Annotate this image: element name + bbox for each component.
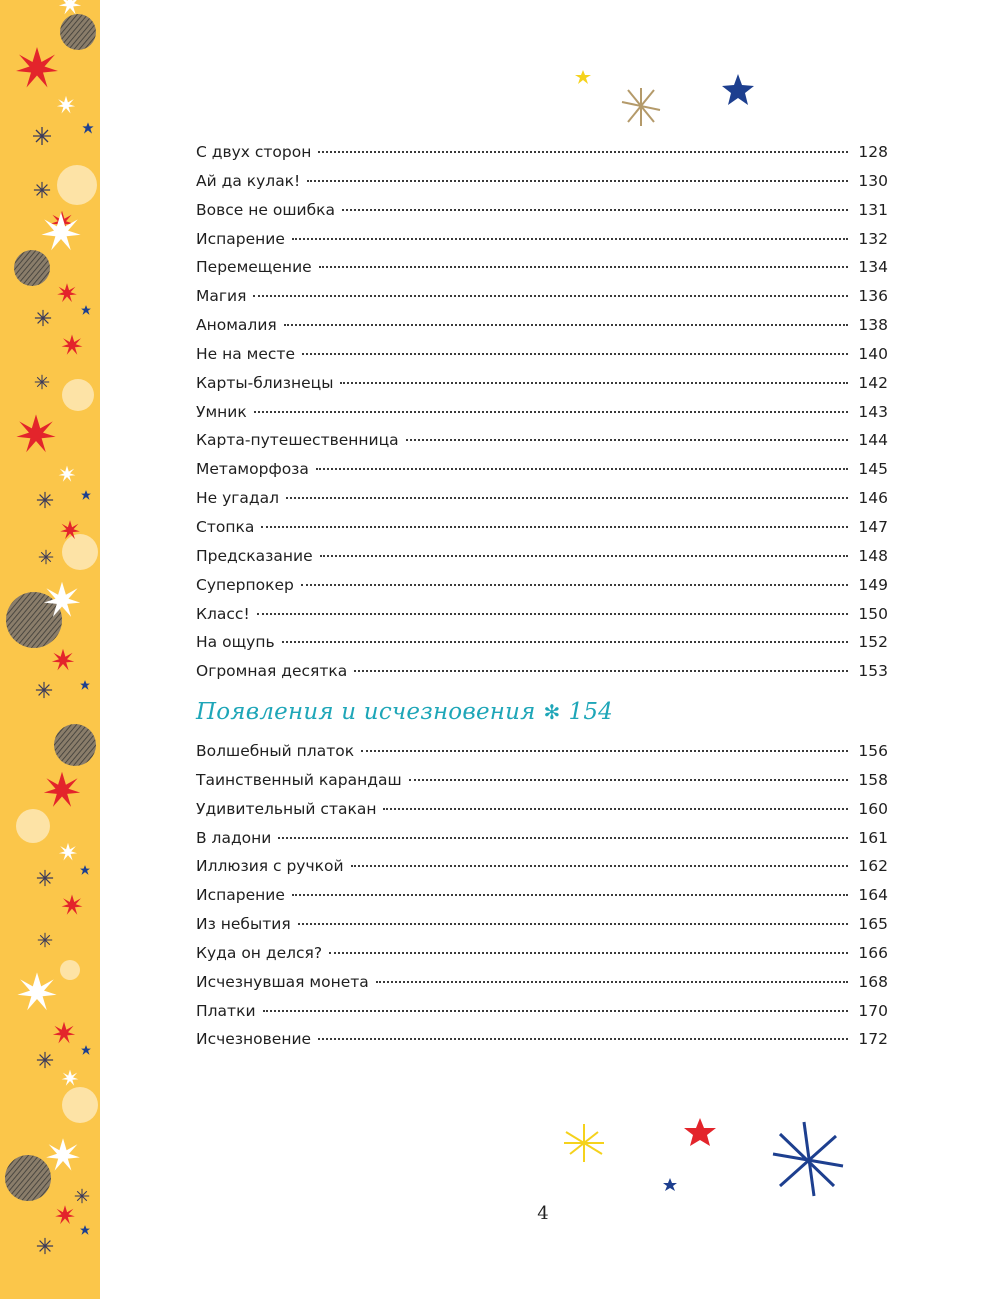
- toc-entry[interactable]: [196, 737, 888, 766]
- dot-leader: [318, 1037, 848, 1040]
- bottom-star-decoration: [558, 1112, 848, 1198]
- entry-title: Метаморфоза: [196, 460, 309, 479]
- toc-entry[interactable]: [196, 542, 888, 571]
- entry-page-number: 150: [858, 604, 888, 623]
- dot-leader: [319, 265, 849, 268]
- entry-title: Предсказание: [196, 546, 313, 565]
- entry-page-number: 166: [858, 943, 888, 962]
- entry-title: Аномалия: [196, 316, 277, 335]
- toc-entry[interactable]: [196, 571, 888, 600]
- entry-title: Иллюзия с ручкой: [196, 857, 344, 876]
- entry-page-number: 138: [858, 316, 888, 335]
- dot-leader: [361, 749, 848, 752]
- dot-leader: [284, 323, 849, 326]
- entry-page-number: 134: [858, 258, 888, 277]
- dot-leader: [254, 410, 849, 413]
- entry-title: С двух сторон: [196, 143, 312, 161]
- dot-leader: [302, 352, 848, 355]
- table-of-contents-upper: [196, 138, 888, 686]
- toc-entry[interactable]: [196, 398, 888, 427]
- toc-entry[interactable]: [196, 824, 888, 853]
- entry-page-number: 149: [858, 575, 888, 594]
- entry-title: Не угадал: [196, 489, 280, 508]
- entry-page-number: 144: [858, 431, 888, 450]
- dot-leader: [292, 893, 849, 896]
- toc-entry[interactable]: [196, 968, 888, 997]
- yellow-sparkle-icon: [564, 1124, 604, 1162]
- entry-page-number: 147: [858, 517, 888, 536]
- entry-page-number: 128: [858, 143, 888, 161]
- dot-leader: [383, 807, 848, 810]
- entry-page-number: 146: [858, 489, 888, 508]
- entry-page-number: 170: [858, 1001, 888, 1020]
- entry-title: Куда он делся?: [196, 943, 323, 962]
- dot-leader: [316, 467, 848, 470]
- dot-leader: [342, 208, 848, 211]
- decorative-side-strip: [0, 0, 100, 1299]
- red-star-icon: [684, 1118, 716, 1146]
- entry-page-number: 162: [858, 857, 888, 876]
- entry-page-number: 164: [858, 886, 888, 905]
- entry-title: В ладони: [196, 828, 272, 847]
- toc-entry[interactable]: [196, 852, 888, 881]
- entry-page-number: 153: [858, 662, 888, 681]
- entry-page-number: 156: [858, 742, 888, 760]
- entry-title: Исчезновение: [196, 1030, 312, 1049]
- toc-entry[interactable]: [196, 167, 888, 196]
- entry-page-number: 136: [858, 287, 888, 306]
- dot-leader: [263, 1009, 849, 1012]
- entry-title: Из небытия: [196, 915, 291, 934]
- star-pattern: [0, 0, 100, 1299]
- entry-title: Таинственный карандаш: [196, 770, 402, 789]
- dot-leader: [318, 150, 848, 153]
- top-star-decoration: [570, 66, 770, 132]
- table-of-contents-lower: [196, 737, 888, 1054]
- entry-page-number: 148: [858, 546, 888, 565]
- toc-entry[interactable]: [196, 311, 888, 340]
- dot-leader: [298, 922, 849, 925]
- entry-title: Не на месте: [196, 344, 295, 363]
- entry-title: Ай да кулак!: [196, 171, 301, 190]
- toc-entry[interactable]: [196, 997, 888, 1026]
- toc-entry[interactable]: [196, 657, 888, 686]
- section-page: 154: [568, 699, 614, 725]
- blue-star-icon: [722, 74, 754, 105]
- toc-entry[interactable]: [196, 455, 888, 484]
- entry-page-number: 160: [858, 799, 888, 818]
- entry-page-number: 161: [858, 828, 888, 847]
- entry-page-number: 143: [858, 402, 888, 421]
- entry-page-number: 145: [858, 460, 888, 479]
- dot-leader: [253, 294, 848, 297]
- dot-leader: [406, 438, 849, 441]
- toc-entry[interactable]: [196, 600, 888, 629]
- entry-title: Класс!: [196, 604, 250, 623]
- dot-leader: [257, 612, 849, 615]
- toc-entry[interactable]: [196, 484, 888, 513]
- entry-title: Испарение: [196, 886, 285, 905]
- entry-page-number: 158: [858, 770, 888, 789]
- entry-title: Испарение: [196, 229, 285, 248]
- toc-entry[interactable]: [196, 225, 888, 254]
- toc-entry[interactable]: [196, 910, 888, 939]
- blue-sparkle-icon: [773, 1122, 843, 1196]
- entry-page-number: 152: [858, 633, 888, 652]
- toc-entry[interactable]: [196, 795, 888, 824]
- dot-leader: [376, 980, 849, 983]
- dot-leader: [351, 864, 849, 867]
- dot-leader: [307, 179, 848, 182]
- entry-page-number: 142: [858, 373, 888, 392]
- entry-page-number: 131: [858, 200, 888, 219]
- entry-title: Карта-путешественница: [196, 431, 399, 450]
- dot-leader: [340, 381, 848, 384]
- dot-leader: [320, 554, 849, 557]
- toc-entry[interactable]: [196, 138, 888, 167]
- blue-small-star-icon: [663, 1178, 677, 1191]
- dot-leader: [329, 951, 848, 954]
- toc-entry[interactable]: [196, 426, 888, 455]
- entry-title: На ощупь: [196, 633, 275, 652]
- entry-page-number: 168: [858, 972, 888, 991]
- toc-entry[interactable]: [196, 1025, 888, 1054]
- yellow-star-icon: [575, 70, 591, 84]
- entry-page-number: 165: [858, 915, 888, 934]
- toc-entry[interactable]: [196, 340, 888, 369]
- dot-leader: [282, 640, 849, 643]
- entry-title: Магия: [196, 287, 247, 306]
- entry-title: Стопка: [196, 517, 255, 536]
- entry-page-number: 172: [858, 1030, 888, 1049]
- entry-page-number: 140: [858, 344, 888, 363]
- dot-leader: [292, 237, 849, 240]
- entry-title: Платки: [196, 1001, 256, 1020]
- toc-entry[interactable]: [196, 196, 888, 225]
- toc-entry[interactable]: [196, 513, 888, 542]
- entry-title: Исчезнувшая монета: [196, 972, 369, 991]
- entry-title: Умник: [196, 402, 247, 421]
- dot-leader: [286, 496, 848, 499]
- entry-page-number: 130: [858, 171, 888, 190]
- dot-leader: [261, 525, 848, 528]
- sparkle-icon: [622, 88, 660, 126]
- toc-entry[interactable]: [196, 253, 888, 282]
- entry-title: Огромная десятка: [196, 662, 348, 681]
- entry-title: Вовсе не ошибка: [196, 200, 335, 219]
- entry-page-number: 132: [858, 229, 888, 248]
- toc-entry[interactable]: [196, 282, 888, 311]
- entry-title: Карты-близнецы: [196, 373, 334, 392]
- dot-leader: [301, 583, 849, 586]
- dot-leader: [278, 836, 848, 839]
- entry-title: Перемещение: [196, 258, 312, 277]
- toc-entry[interactable]: [196, 369, 888, 398]
- toc-entry[interactable]: [196, 628, 888, 657]
- entry-title: Суперпокер: [196, 575, 294, 594]
- entry-title: Волшебный платок: [196, 742, 355, 760]
- toc-entry[interactable]: [196, 881, 888, 910]
- section-separator-icon: ✻: [543, 700, 561, 724]
- toc-entry[interactable]: [196, 939, 888, 968]
- dot-leader: [354, 669, 848, 672]
- entry-title: Удивительный стакан: [196, 799, 377, 818]
- section-title: Появления и исчезновения: [196, 699, 536, 725]
- page-number: 4: [537, 1203, 549, 1224]
- section-heading[interactable]: [196, 699, 613, 725]
- toc-entry[interactable]: [196, 766, 888, 795]
- dot-leader: [409, 778, 849, 781]
